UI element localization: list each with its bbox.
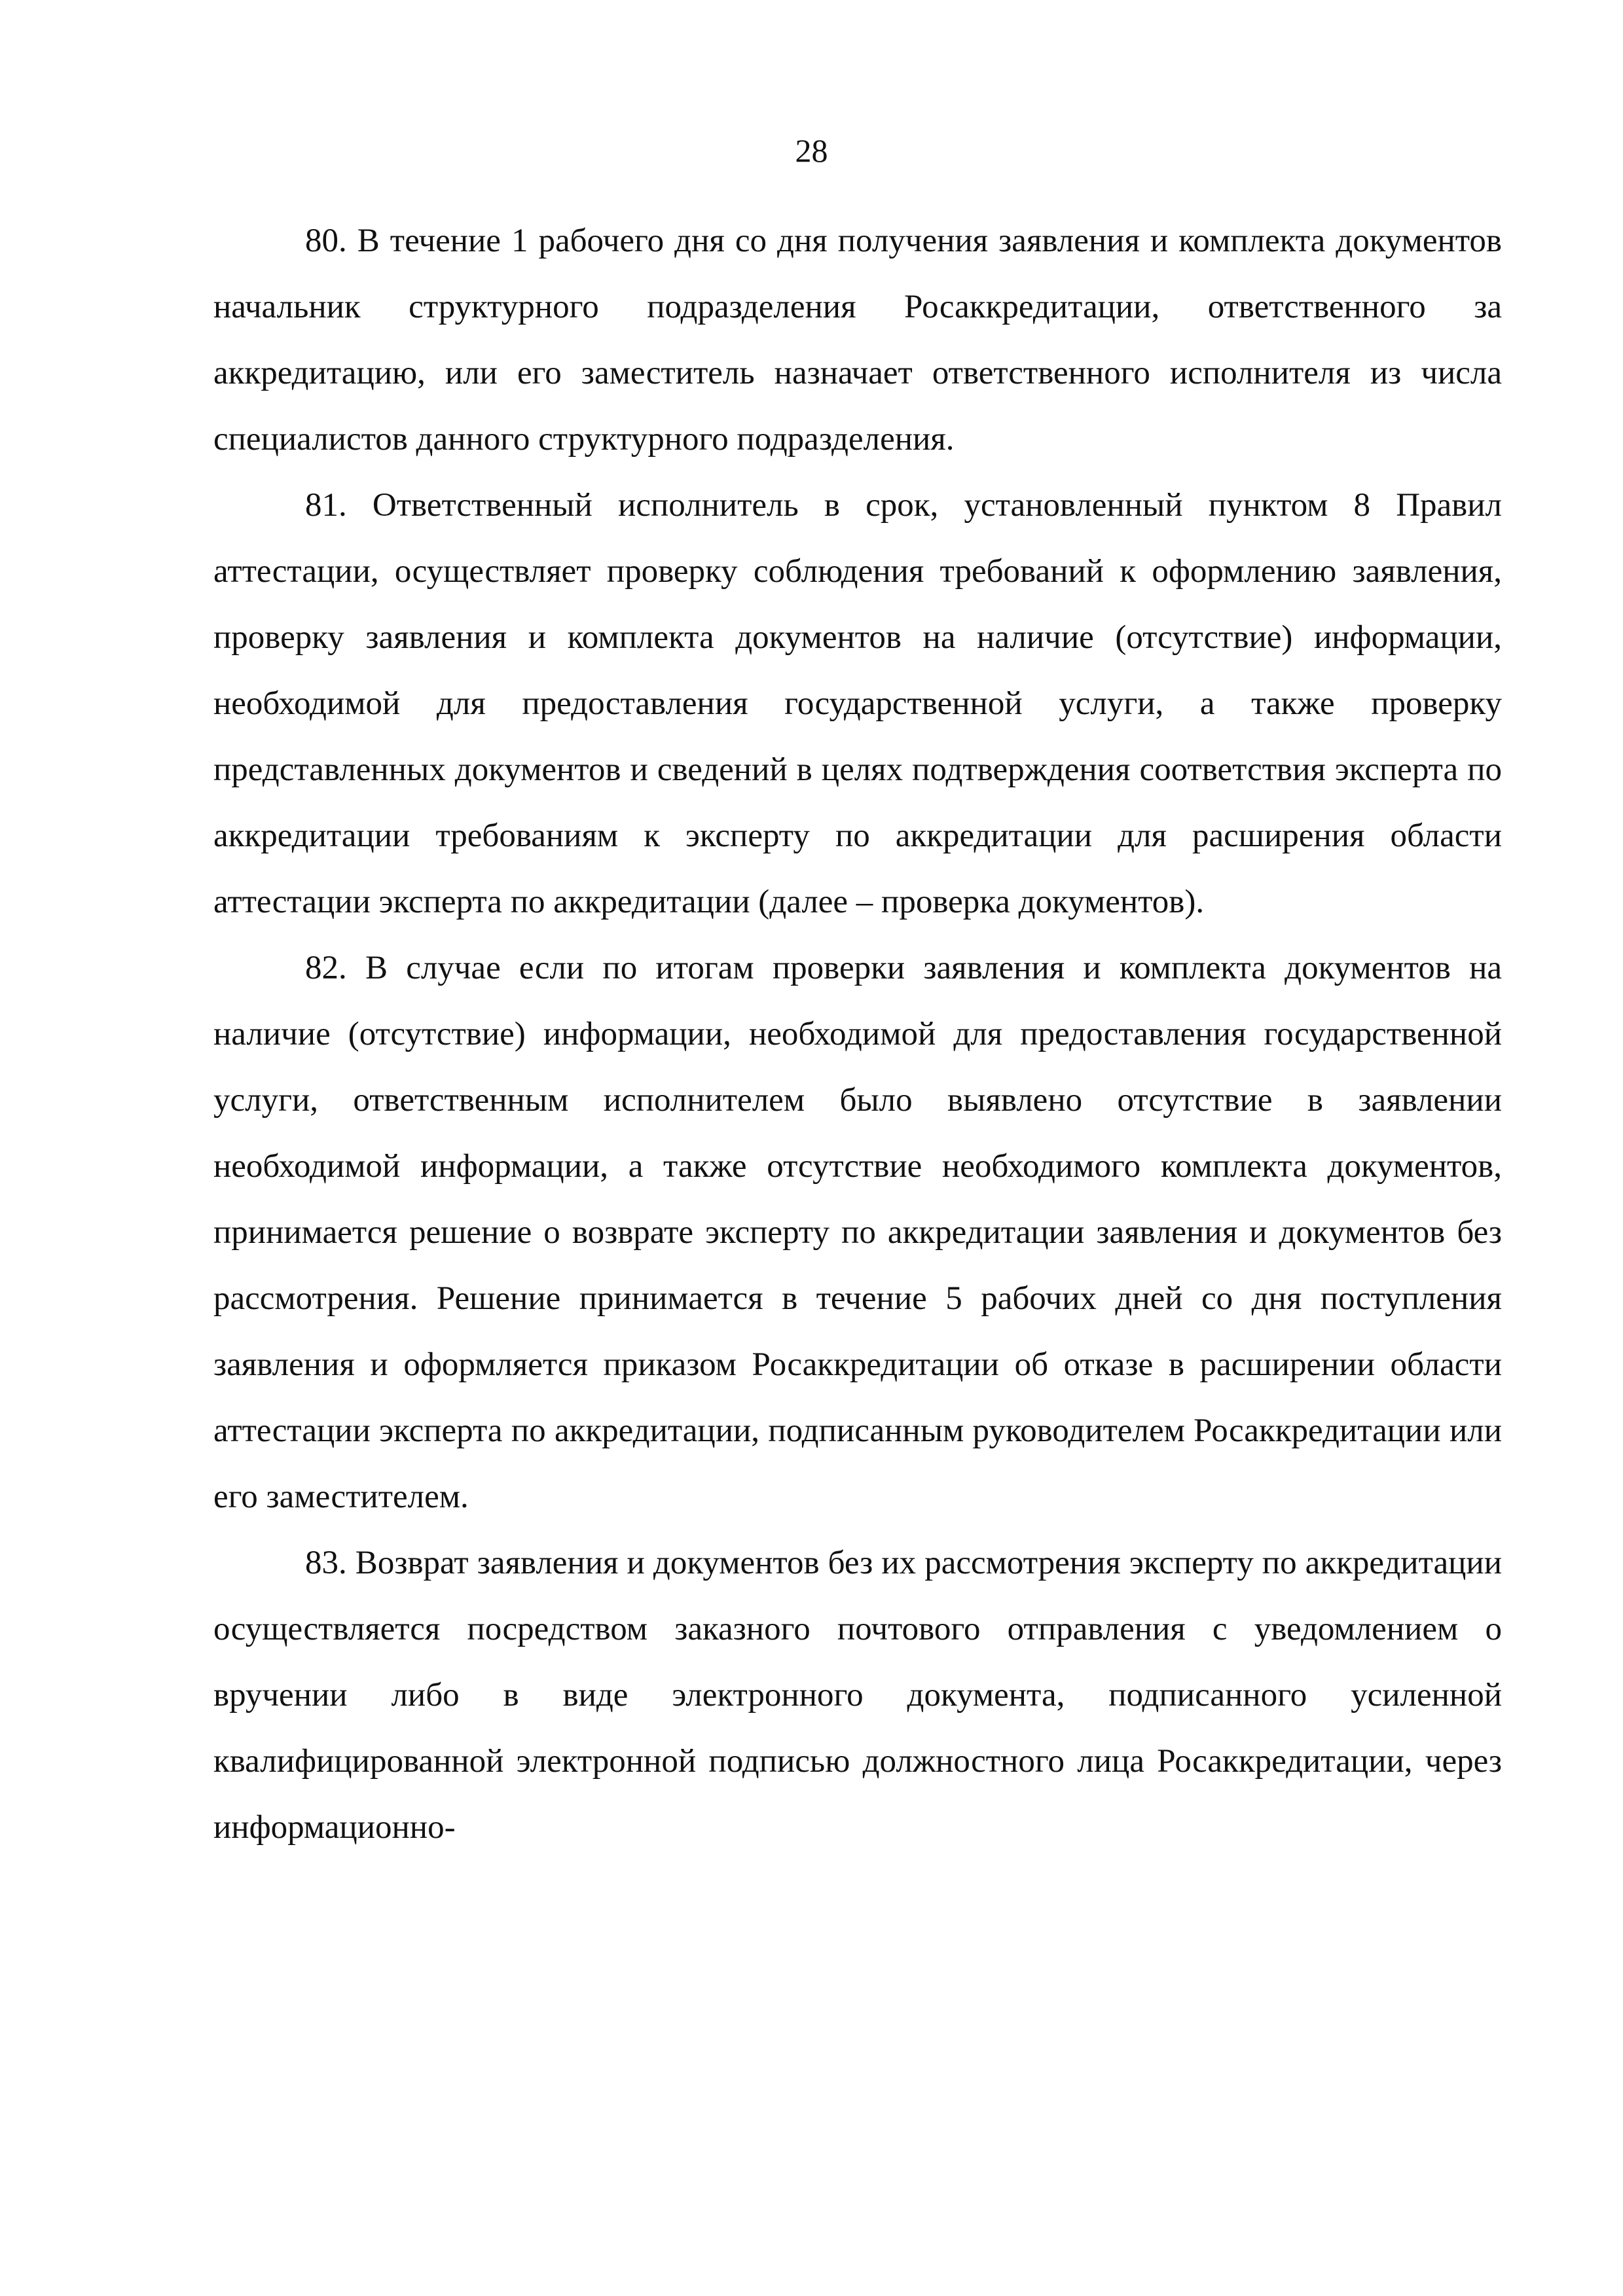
paragraph-83: 83. Возврат заявления и документов без их рассмотрения эксперту по аккредитации осуществляется посредством заказного почтового отправления с уведомлением о вручении либо в виде электронного документа, подписанного усиленной квалифицированной электронной подписью должностного лица Росаккредитации, через информационно- <box>213 1545 1502 1846</box>
paragraph-82: 82. В случае если по итогам проверки заявления и комплекта документов на наличие (отсутствие) информации, необходимой для предоставления государственной услуги, ответственным исполнителем было выявлено отсутствие в заявлении необходимой информации, а также отсутствие необходимого комплекта документов, принимается решение о возврате эксперту по аккредитации заявления и документов без рассмотрения. Решение принимается в течение 5 рабочих дней со дня поступления заявления и оформляется приказом Росаккредитации об отказе в расширении области аттестации эксперта по аккредитации, подписанным руководителем Росаккредитации или его заместителем. <box>213 950 1502 1515</box>
paragraph-81: 81. Ответственный исполнитель в срок, установленный пунктом 8 Правил аттестации, осуществляет проверку соблюдения требований к оформлению заявления, проверку заявления и комплекта документов на наличие (отсутствие) информации, необходимой для предоставления государственной услуги, а также проверку представленных документов и сведений в целях подтверждения соответствия эксперта по аккредитации требованиям к эксперту по аккредитации для расширения области аттестации эксперта по аккредитации (далее – проверка документов). <box>213 487 1502 920</box>
document-body <box>213 208 1502 1861</box>
page-number: 28 <box>795 132 828 169</box>
paragraph-80: 80. В течение 1 рабочего дня со дня получения заявления и комплекта документов начальник структурного подразделения Росаккредитации, ответственного за аккредитацию, или его заместитель назначает ответственного исполнителя из числа специалистов данного структурного подразделения. <box>213 223 1502 457</box>
